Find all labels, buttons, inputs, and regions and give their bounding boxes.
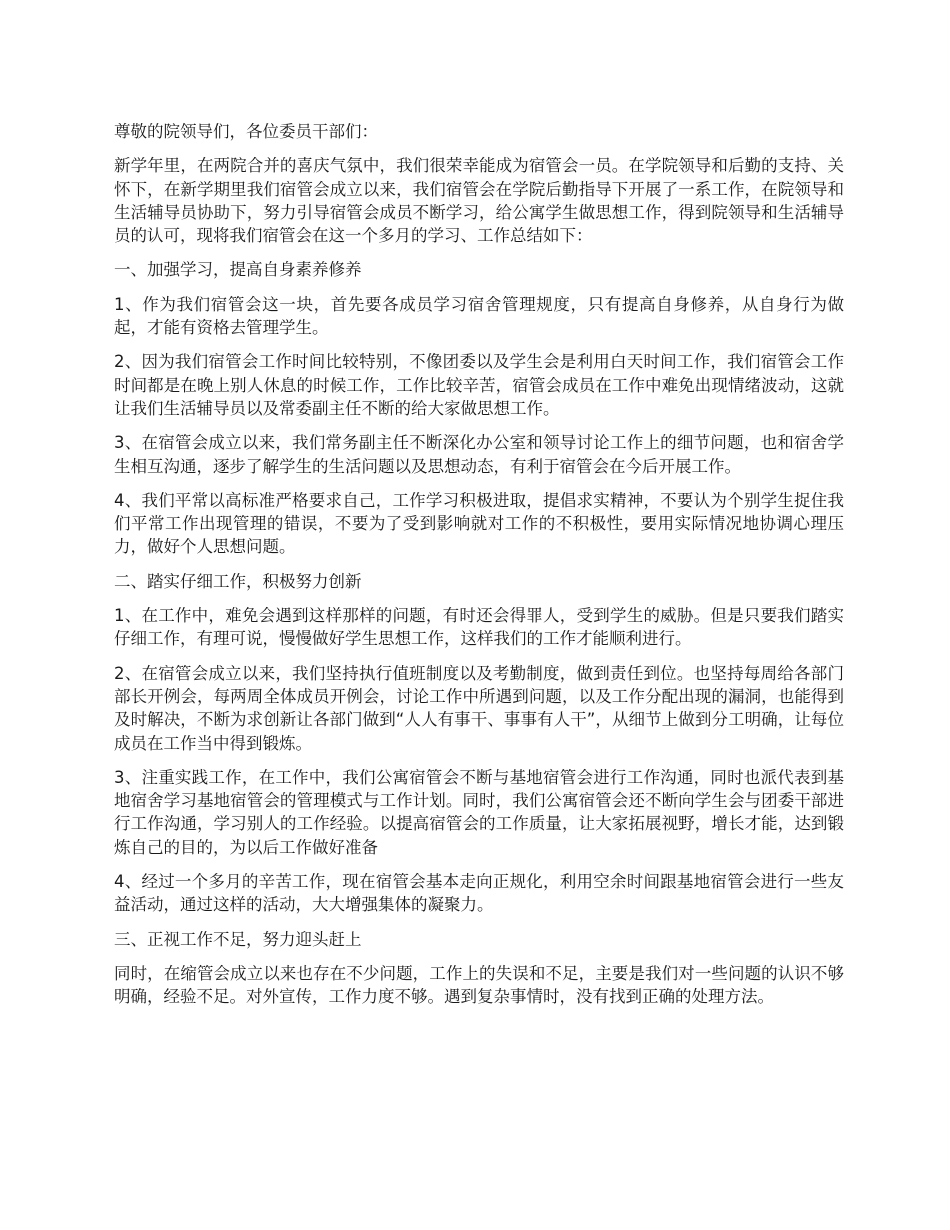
section-heading-3: 三、正视工作不足，努力迎头赶上	[114, 929, 362, 949]
paragraph: 2、在宿管会成立以来，我们坚持执行值班制度以及考勤制度，做到责任到位。也坚持每周给各部门部长开例会，每两周全体成员开例会，讨论工作中所遇到问题，以及工作分配出现的漏洞，也能得到及时解决，不断为求创新让各部门做到“人人有事干、事事有人干”，从细节上做到分工明确，让每位成员在工作当中得到锻炼。	[114, 663, 844, 753]
document-body	[114, 120, 844, 1020]
paragraph: 4、经过一个多月的辛苦工作，现在宿管会基本走向正规化，利用空余时间跟基地宿管会进行一些友益活动，通过这样的活动，大大增强集体的凝聚力。	[114, 872, 844, 915]
paragraph: 3、在宿管会成立以来，我们常务副主任不断深化办公室和领导讨论工作上的细节问题，也和宿舍学生相互沟通，逐步了解学生的生活问题以及思想动态，有利于宿管会在今后开展工作。	[114, 433, 844, 476]
paragraph: 4、我们平常以高标准严格要求自己，工作学习积极进取，提倡求实精神，不要认为个别学生捉住我们平常工作出现管理的错误，不要为了受到影响就对工作的不积极性，要用实际情况地协调心理压力，做好个人思想问题。	[114, 490, 844, 557]
section-heading-2: 二、踏实仔细工作，积极努力创新	[114, 571, 362, 591]
intro-paragraph: 新学年里，在两院合并的喜庆气氛中，我们很荣幸能成为宿管会一员。在学院领导和后勤的支持、关怀下，在新学期里我们宿管会成立以来，我们宿管会在学院后勤指导下开展了一系工作，在院领导和生活辅导员协助下，努力引导宿管会成员不断学习，给公寓学生做思想工作，得到院领导和生活辅导员的认可，现将我们宿管会在这一个多月的学习、工作总结如下：	[114, 156, 844, 246]
paragraph: 2、因为我们宿管会工作时间比较特别，不像团委以及学生会是利用白天时间工作，我们宿管会工作时间都是在晚上别人休息的时候工作，工作比较辛苦，宿管会成员在工作中难免出现情绪波动，这就让我们生活辅导员以及常委副主任不断的给大家做思想工作。	[114, 352, 844, 418]
paragraph: 1、在工作中，难免会遇到这样那样的问题，有时还会得罪人，受到学生的威胁。但是只要我们踏实仔细工作，有理可说，慢慢做好学生思想工作，这样我们的工作才能顺利进行。	[114, 606, 844, 649]
paragraph: 3、注重实践工作，在工作中，我们公寓宿管会不断与基地宿管会进行工作沟通，同时也派代表到基地宿舍学习基地宿管会的管理模式与工作计划。同时，我们公寓宿管会还不断向学生会与团委干部进行工作沟通，学习别人的工作经验。以提高宿管会的工作质量，让大家拓展视野，增长才能，达到锻炼自己的目的，为以后工作做好准备	[114, 767, 844, 857]
section-heading-1: 一、加强学习，提高自身素养修养	[114, 260, 362, 280]
salutation: 尊敬的院领导们，各位委员干部们：	[114, 122, 378, 141]
paragraph: 同时，在缩管会成立以来也存在不少问题，工作上的失误和不足，主要是我们对一些问题的认识不够明确，经验不足。对外宣传，工作力度不够。遇到复杂事情时，没有找到正确的处理方法。	[114, 963, 844, 1007]
paragraph: 1、作为我们宿管会这一块，首先要各成员学习宿舍管理规度，只有提高自身修养，从自身行为做起，才能有资格去管理学生。	[114, 294, 844, 338]
